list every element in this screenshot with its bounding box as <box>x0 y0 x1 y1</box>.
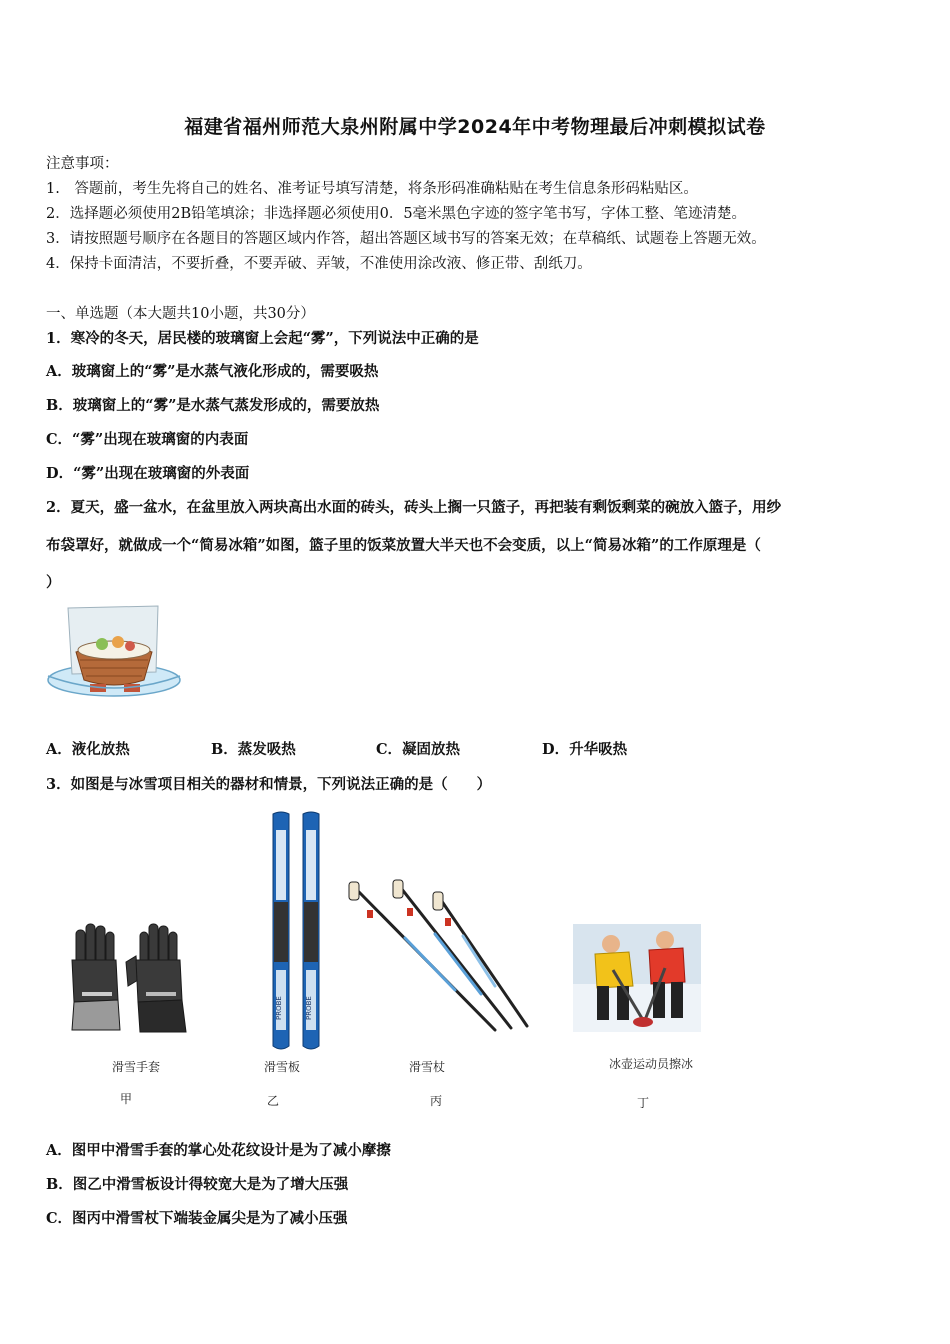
notice-heading: 注意事项： <box>46 156 119 172</box>
ski-brand-left: PROBE <box>275 996 283 1020</box>
q1-option-a: A．玻璃窗上的“雾”是水蒸气液化形成的，需要吸热 <box>46 363 379 380</box>
q3-option-c: C．图丙中滑雪杖下端装金属尖是为了减小压强 <box>46 1210 348 1227</box>
label-ding: 丁 <box>637 1096 650 1110</box>
q1-option-c: C．“雾”出现在玻璃窗的内表面 <box>46 431 249 448</box>
caption-poles: 滑雪杖 <box>409 1060 446 1074</box>
caption-gloves: 滑雪手套 <box>112 1060 161 1074</box>
q2-stem-line2: 布袋罩好，就做成一个“简易冰箱”如图，篮子里的饭菜放置大半天也不会变质，以上“简易冰箱”的工作原理是（ <box>46 537 761 554</box>
ski-poles-image <box>345 878 535 1038</box>
q2-option-c: C．凝固放热 <box>376 741 461 758</box>
q3-option-a: A．图甲中滑雪手套的掌心处花纹设计是为了减小摩擦 <box>46 1142 391 1159</box>
label-yi: 乙 <box>267 1094 280 1108</box>
curling-sweeping-image <box>573 924 701 1032</box>
page-title: 福建省福州师范大泉州附属中学2024年中考物理最后冲刺模拟试卷 <box>184 116 766 138</box>
q1-stem: 1．寒冷的冬天，居民楼的玻璃窗上会起“雾”，下列说法中正确的是 <box>46 330 479 347</box>
q2-option-b: B．蒸发吸热 <box>211 741 296 758</box>
simple-fridge-image <box>46 600 182 704</box>
notice-item-3: 3．请按照题号顺序在各题目的答题区域内作答，超出答题区域书写的答案无效；在草稿纸、试题卷上答题无效。 <box>46 231 766 247</box>
q3-option-b: B．图乙中滑雪板设计得较宽大是为了增大压强 <box>46 1176 349 1193</box>
ski-gloves-image <box>66 920 192 1036</box>
q1-option-b: B．玻璃窗上的“雾”是水蒸气蒸发形成的，需要放热 <box>46 397 380 414</box>
q2-stem-line1: 2．夏天，盛一盆水，在盆里放入两块高出水面的砖头，砖头上搁一只篮子，再把装有剩饭剩菜的碗放入篮子，用纱 <box>46 499 782 516</box>
notice-item-1: 1. 答题前，考生先将自己的姓名、准考证号填写清楚，将条形码准确粘贴在考生信息条形码粘贴区。 <box>46 181 698 197</box>
caption-skis: 滑雪板 <box>264 1060 301 1074</box>
label-jia: 甲 <box>120 1092 133 1106</box>
q1-option-d: D．“雾”出现在玻璃窗的外表面 <box>46 465 250 482</box>
caption-curling: 冰壶运动员擦冰 <box>609 1057 694 1071</box>
q2-option-a: A．液化放热 <box>46 741 130 758</box>
skis-image <box>263 810 333 1056</box>
q2-option-d: D．升华吸热 <box>542 741 628 758</box>
q2-stem-line3: ） <box>46 574 61 591</box>
notice-item-4: 4．保持卡面清洁，不要折叠，不要弄破、弄皱，不准使用涂改液、修正带、刮纸刀。 <box>46 256 592 272</box>
label-bing: 丙 <box>430 1094 443 1108</box>
q3-stem: 3．如图是与冰雪项目相关的器材和情景，下列说法正确的是（ ） <box>46 776 492 793</box>
ski-brand-right: PROBE <box>305 996 313 1020</box>
notice-item-2: 2．选择题必须使用2B铅笔填涂；非选择题必须使用0．5毫米黑色字迹的签字笔书写，字体工整、笔迹清楚。 <box>46 206 747 222</box>
section-heading: 一、单选题（本大题共10小题，共30分） <box>46 306 315 322</box>
